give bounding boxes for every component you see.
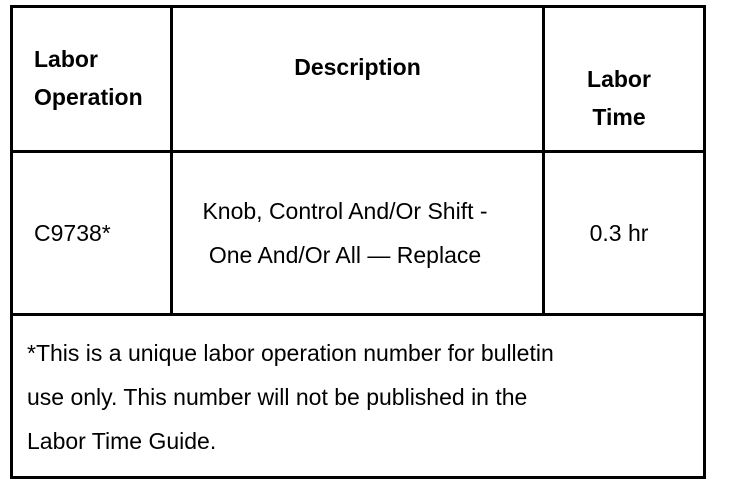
header-labor-operation: Labor Operation: [34, 46, 143, 110]
cell-labor-operation: C9738*: [34, 220, 111, 246]
cell-description: Knob, Control And/Or Shift - One And/Or All — Replace: [202, 198, 488, 268]
header-labor-time: Labor Time: [587, 66, 651, 130]
footnote: *This is a unique labor operation number for bulletin use only. This number will not be published in the Labor Time Guide.: [27, 340, 554, 454]
row-divider: [10, 313, 706, 316]
cell-labor-time: 0.3 hr: [589, 220, 649, 246]
header-description: Description: [294, 54, 421, 80]
